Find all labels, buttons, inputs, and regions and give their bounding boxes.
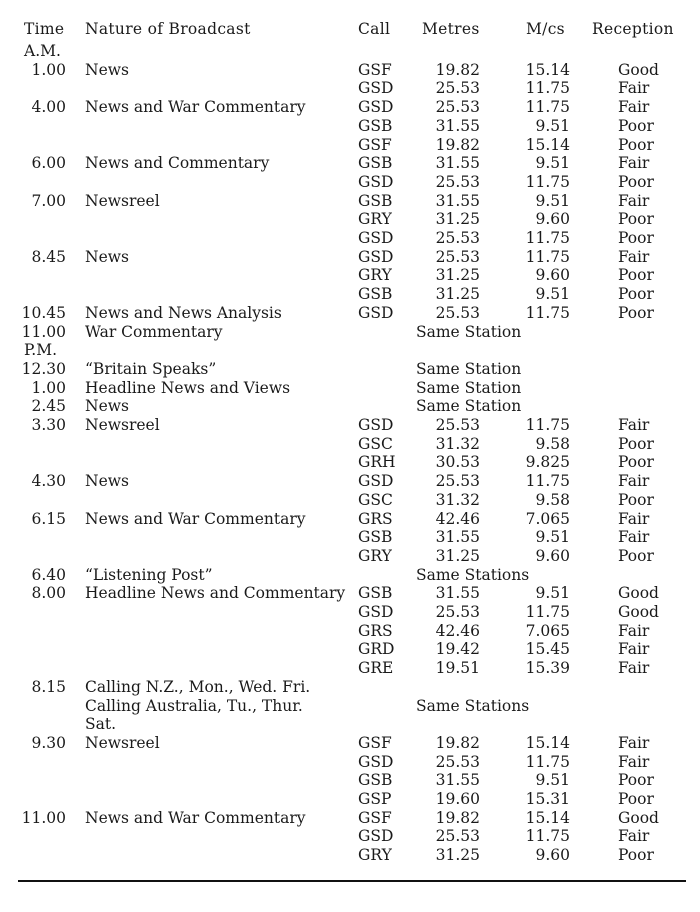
cell-nature: Calling Australia, Tu., Thur. (85, 696, 303, 715)
cell-call: GRY (358, 846, 392, 865)
cell-metres: 19.60 (435, 790, 480, 808)
cell-metres: 19.82 (435, 808, 480, 827)
cell-call: GSD (358, 416, 394, 434)
cell-call: GSB (358, 191, 393, 210)
cell-call: GSC (358, 434, 393, 453)
cell-nature: Headline News and Views (85, 378, 291, 397)
cell-mcs: 9.51 (535, 191, 570, 210)
cell-call: GRY (358, 546, 392, 565)
cell-reception: Poor (618, 210, 654, 229)
cell-call: GRY (358, 266, 392, 285)
table-row (0, 323, 700, 342)
cell-mcs: 11.75 (525, 827, 570, 846)
cell-reception: Fair (618, 247, 650, 266)
cell-mcs: 9.51 (535, 285, 570, 304)
cell-metres: 42.46 (435, 509, 480, 528)
section-label: P.M. (24, 341, 58, 360)
cell-nature: News (85, 60, 129, 79)
table-row (0, 416, 700, 435)
cell-mcs: 15.31 (525, 790, 570, 808)
cell-reception: Fair (618, 154, 650, 173)
cell-metres: 31.55 (435, 116, 480, 135)
cell-metres: 31.55 (435, 191, 480, 210)
table-row (0, 622, 700, 641)
table-row (0, 846, 700, 865)
cell-same-station: Same Station (416, 359, 522, 378)
cell-reception: Poor (618, 546, 654, 565)
table-row (0, 117, 700, 136)
cell-reception: Poor (618, 285, 654, 304)
cell-reception: Good (618, 60, 659, 79)
table-row (0, 192, 700, 211)
cell-call: GSF (358, 60, 392, 79)
cell-reception: Fair (618, 528, 650, 547)
table-row (0, 827, 700, 846)
cell-metres: 42.46 (435, 621, 480, 640)
cell-mcs: 9.60 (535, 210, 570, 229)
header-call: Call (358, 20, 391, 38)
cell-time: 10.45 (21, 303, 66, 322)
cell-metres: 31.55 (435, 528, 480, 547)
table-row (0, 229, 700, 248)
cell-time: 8.45 (31, 247, 66, 266)
cell-time: 1.00 (31, 378, 66, 397)
table-row (0, 285, 700, 304)
cell-metres: 31.25 (435, 285, 480, 304)
cell-mcs: 7.065 (525, 509, 570, 528)
section-heading (0, 42, 700, 61)
cell-call: GSF (358, 733, 392, 752)
cell-metres: 25.53 (435, 472, 480, 491)
cell-call: GSB (358, 584, 393, 603)
cell-metres: 25.53 (435, 98, 480, 117)
cell-call: GSD (358, 472, 394, 491)
cell-same-station: Same Stations (416, 696, 530, 715)
cell-call: GSB (358, 116, 393, 135)
cell-same-station: Same Stations (416, 565, 530, 584)
cell-call: GRD (358, 640, 395, 659)
cell-reception: Fair (618, 640, 650, 659)
cell-mcs: 9.58 (535, 434, 570, 453)
cell-mcs: 9.51 (535, 584, 570, 603)
table-row (0, 584, 700, 603)
cell-reception: Poor (618, 846, 654, 865)
cell-time: 4.30 (31, 472, 66, 491)
cell-call: GSP (358, 790, 392, 808)
cell-reception: Poor (618, 434, 654, 453)
header-mcs: M/cs (526, 20, 565, 38)
cell-mcs: 11.75 (525, 472, 570, 491)
cell-mcs: 9.825 (525, 453, 570, 472)
cell-metres: 19.82 (435, 135, 480, 154)
cell-nature: News and Commentary (85, 154, 270, 173)
cell-call: GSC (358, 490, 393, 509)
cell-metres: 31.25 (435, 210, 480, 229)
cell-metres: 25.53 (435, 603, 480, 621)
cell-metres: 31.55 (435, 584, 480, 603)
table-row (0, 173, 700, 192)
cell-time: 6.15 (31, 509, 66, 528)
cell-same-station: Same Station (416, 378, 522, 397)
cell-nature: News and War Commentary (85, 509, 306, 528)
cell-reception: Poor (618, 135, 654, 154)
cell-reception: Fair (618, 509, 650, 528)
cell-metres: 31.55 (435, 154, 480, 173)
cell-mcs: 7.065 (525, 621, 570, 640)
cell-reception: Fair (618, 752, 650, 771)
table-row (0, 715, 700, 734)
table-row (0, 734, 700, 753)
cell-time: 11.00 (21, 808, 66, 827)
cell-time: 8.00 (31, 584, 66, 603)
cell-nature: News and War Commentary (85, 808, 306, 827)
cell-mcs: 11.75 (525, 247, 570, 266)
table-row (0, 248, 700, 267)
cell-mcs: 9.58 (535, 490, 570, 509)
cell-metres: 19.42 (435, 640, 480, 659)
cell-metres: 25.53 (435, 172, 480, 191)
cell-call: GSD (358, 229, 394, 247)
cell-mcs: 9.60 (535, 546, 570, 565)
cell-metres: 25.53 (435, 229, 480, 247)
bottom-rule (18, 880, 686, 882)
cell-mcs: 11.75 (525, 79, 570, 98)
cell-mcs: 11.75 (525, 229, 570, 247)
cell-time: 6.00 (31, 154, 66, 173)
table-row (0, 61, 700, 80)
cell-metres: 31.32 (435, 490, 480, 509)
table-row (0, 435, 700, 454)
cell-metres: 31.25 (435, 266, 480, 285)
cell-time: 12.30 (21, 359, 66, 378)
table-row (0, 98, 700, 117)
cell-call: GRE (358, 659, 394, 678)
table-row (0, 753, 700, 772)
cell-nature: “Listening Post” (85, 565, 213, 584)
cell-time: 4.00 (31, 98, 66, 117)
cell-call: GSD (358, 247, 394, 266)
cell-metres: 25.53 (435, 303, 480, 322)
cell-metres: 19.51 (435, 659, 480, 678)
cell-call: GSB (358, 285, 393, 304)
cell-reception: Poor (618, 771, 654, 790)
table-row (0, 809, 700, 828)
cell-same-station: Same Station (416, 322, 522, 341)
cell-metres: 31.55 (435, 771, 480, 790)
cell-reception: Fair (618, 621, 650, 640)
table-row (0, 790, 700, 809)
cell-mcs: 11.75 (525, 303, 570, 322)
table-row (0, 697, 700, 716)
table-row (0, 678, 700, 697)
cell-nature: Sat. (85, 715, 117, 734)
cell-metres: 25.53 (435, 752, 480, 771)
cell-time: 3.30 (31, 416, 66, 434)
header-reception: Reception (592, 20, 674, 38)
cell-mcs: 15.14 (525, 808, 570, 827)
cell-reception: Good (618, 603, 659, 621)
table-row (0, 528, 700, 547)
cell-mcs: 11.75 (525, 98, 570, 117)
cell-metres: 25.53 (435, 247, 480, 266)
cell-reception: Good (618, 584, 659, 603)
cell-nature: Newsreel (85, 191, 160, 210)
cell-metres: 25.53 (435, 79, 480, 98)
cell-metres: 31.25 (435, 846, 480, 865)
cell-mcs: 11.75 (525, 603, 570, 621)
cell-mcs: 9.51 (535, 116, 570, 135)
cell-reception: Poor (618, 266, 654, 285)
cell-reception: Good (618, 808, 659, 827)
cell-reception: Fair (618, 416, 650, 434)
cell-mcs: 9.60 (535, 846, 570, 865)
cell-call: GRS (358, 621, 393, 640)
cell-call: GSD (358, 303, 394, 322)
cell-reception: Poor (618, 229, 654, 247)
cell-mcs: 9.51 (535, 528, 570, 547)
cell-nature: “Britain Speaks” (85, 359, 217, 378)
cell-time: 8.15 (31, 677, 66, 696)
cell-call: GSF (358, 808, 392, 827)
cell-reception: Poor (618, 116, 654, 135)
cell-call: GSD (358, 827, 394, 846)
cell-mcs: 9.60 (535, 266, 570, 285)
cell-reception: Poor (618, 172, 654, 191)
cell-nature: News and War Commentary (85, 98, 306, 117)
cell-reception: Fair (618, 98, 650, 117)
cell-nature: Newsreel (85, 733, 160, 752)
table-row (0, 659, 700, 678)
cell-call: GSD (358, 603, 394, 621)
table-row (0, 210, 700, 229)
cell-reception: Fair (618, 733, 650, 752)
table-row (0, 397, 700, 416)
cell-nature: War Commentary (85, 322, 223, 341)
cell-nature: News and News Analysis (85, 303, 282, 322)
cell-mcs: 9.51 (535, 771, 570, 790)
cell-mcs: 15.14 (525, 60, 570, 79)
cell-call: GRH (358, 453, 396, 472)
cell-metres: 30.53 (435, 453, 480, 472)
section-label: A.M. (24, 42, 61, 60)
table-row (0, 472, 700, 491)
table-row (0, 304, 700, 323)
cell-same-station: Same Station (416, 397, 522, 416)
cell-nature: News (85, 247, 129, 266)
cell-metres: 31.25 (435, 546, 480, 565)
table-row (0, 603, 700, 622)
cell-metres: 25.53 (435, 416, 480, 434)
table-row (0, 266, 700, 285)
cell-metres: 19.82 (435, 733, 480, 752)
cell-reception: Poor (618, 790, 654, 808)
cell-mcs: 15.14 (525, 135, 570, 154)
cell-nature: News (85, 397, 129, 416)
table-row (0, 360, 700, 379)
header-time: Time (24, 20, 65, 38)
cell-call: GSB (358, 771, 393, 790)
cell-metres: 19.82 (435, 60, 480, 79)
cell-reception: Poor (618, 490, 654, 509)
table-row (0, 453, 700, 472)
cell-nature: News (85, 472, 129, 491)
table-row (0, 136, 700, 155)
cell-reception: Fair (618, 472, 650, 491)
cell-mcs: 11.75 (525, 416, 570, 434)
table-row (0, 510, 700, 529)
table-row (0, 491, 700, 510)
cell-nature: Headline News and Commentary (85, 584, 346, 603)
cell-reception: Fair (618, 659, 650, 678)
cell-reception: Poor (618, 453, 654, 472)
header-nature: Nature of Broadcast (85, 20, 251, 38)
cell-mcs: 11.75 (525, 752, 570, 771)
cell-reception: Fair (618, 191, 650, 210)
cell-call: GSB (358, 154, 393, 173)
cell-call: GSF (358, 135, 392, 154)
cell-metres: 31.32 (435, 434, 480, 453)
table-row (0, 154, 700, 173)
cell-mcs: 15.14 (525, 733, 570, 752)
table-row (0, 771, 700, 790)
cell-time: 2.45 (31, 397, 66, 416)
cell-mcs: 11.75 (525, 172, 570, 191)
cell-time: 1.00 (31, 60, 66, 79)
table-row (0, 566, 700, 585)
cell-call: GRY (358, 210, 392, 229)
cell-reception: Fair (618, 827, 650, 846)
cell-call: GSD (358, 98, 394, 117)
cell-time: 9.30 (31, 733, 66, 752)
table-row (0, 547, 700, 566)
table-row (0, 640, 700, 659)
cell-call: GSD (358, 79, 394, 98)
cell-call: GSB (358, 528, 393, 547)
cell-time: 6.40 (31, 565, 66, 584)
cell-call: GRS (358, 509, 393, 528)
table-row (0, 379, 700, 398)
cell-nature: Calling N.Z., Mon., Wed. Fri. (85, 677, 311, 696)
table-row (0, 79, 700, 98)
cell-call: GSD (358, 172, 394, 191)
cell-mcs: 9.51 (535, 154, 570, 173)
cell-nature: Newsreel (85, 416, 160, 434)
cell-time: 7.00 (31, 191, 66, 210)
cell-time: 11.00 (21, 322, 66, 341)
cell-reception: Poor (618, 303, 654, 322)
cell-call: GSD (358, 752, 394, 771)
cell-mcs: 15.39 (525, 659, 570, 678)
header-metres: Metres (422, 20, 480, 38)
cell-metres: 25.53 (435, 827, 480, 846)
section-heading (0, 341, 700, 360)
cell-mcs: 15.45 (525, 640, 570, 659)
cell-reception: Fair (618, 79, 650, 98)
